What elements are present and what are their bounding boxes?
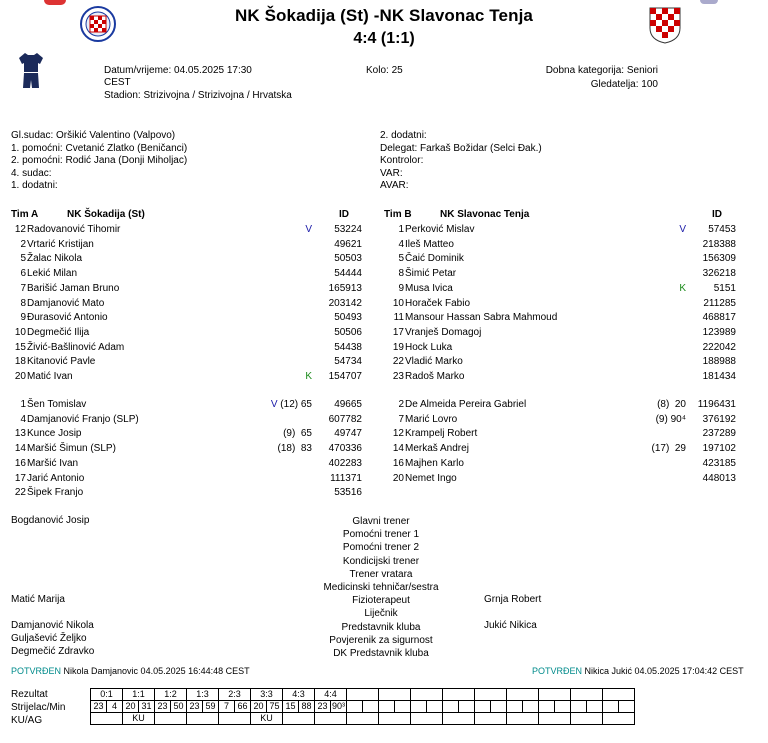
official-fourth: 4. sudac: — [11, 167, 52, 179]
team-a-starter-row — [0, 297, 362, 312]
team-b-starter-row — [378, 297, 736, 312]
result-label-score: Rezultat — [11, 689, 48, 700]
player-number: 7 — [20, 282, 26, 294]
result-minute-cell: 75 — [267, 701, 283, 713]
player-substitution: V (12) 65 — [270, 399, 312, 410]
player-number: 18 — [14, 356, 26, 368]
player-number: 11 — [393, 312, 404, 324]
confirm-left — [11, 666, 250, 676]
team-b-sub-row — [378, 442, 736, 457]
player-name: Marić Lovro — [405, 413, 458, 425]
result-score-cell — [539, 689, 571, 701]
staff-role-label: Liječnik — [364, 608, 398, 620]
staff-physio-b: Grnja Robert — [484, 594, 542, 605]
player-name: Horaček Fabio — [405, 297, 471, 309]
jersey-icon — [18, 52, 44, 92]
official-var: VAR: — [380, 167, 403, 179]
team-b-starter-row — [378, 282, 736, 297]
result-ku-cell — [603, 713, 635, 725]
result-score-cell — [507, 689, 539, 701]
result-score-cell: 1:1 — [123, 689, 155, 701]
match-round: Kolo: 25 — [366, 65, 403, 76]
player-name: Vrtarić Kristijan — [27, 238, 94, 250]
player-id: 188988 — [702, 356, 736, 368]
result-scorer-cell: 20 — [251, 701, 267, 713]
team-b-sub-row — [378, 472, 736, 487]
team-b-starter-row — [378, 252, 736, 267]
result-label-ku: KU/AG — [11, 715, 43, 726]
result-minute-cell: 59 — [203, 701, 219, 713]
player-id: 53516 — [334, 487, 362, 499]
player-name: Merkaš Andrej — [405, 443, 469, 455]
player-substitution: (18) 83 — [277, 443, 312, 455]
staff-dk-a: Degmečić Zdravko — [11, 646, 95, 657]
result-minute-cell — [523, 701, 539, 713]
result-scorer-cell — [347, 701, 363, 713]
staff-role-label: Fizioterapeut — [352, 595, 410, 607]
player-id: 222042 — [702, 341, 736, 353]
player-number: 12 — [14, 224, 26, 235]
official-additional-1: 1. dodatni: — [11, 180, 58, 191]
result-score-cell — [475, 689, 507, 701]
team-b-sub-row — [378, 398, 736, 413]
team-a-name: NK Šokadija (St) — [67, 209, 145, 220]
player-id: 49665 — [334, 399, 362, 410]
player-id: 326218 — [702, 268, 736, 280]
result-ku-row — [91, 713, 635, 725]
player-number: 19 — [392, 341, 404, 353]
player-name: Živić-Bašlinović Adam — [27, 341, 125, 353]
player-name: Čaić Dominik — [405, 253, 464, 265]
player-name: Maršić Šimun (SLP) — [27, 443, 116, 455]
player-id: 211285 — [703, 297, 736, 309]
confirm-right — [532, 666, 744, 676]
confirm-left-label: POTVRĐEN — [11, 666, 62, 676]
result-ku-cell — [283, 713, 315, 725]
confirm-left-text: Nikola Damjanovic 04.05.2025 16:44:48 CEST — [63, 666, 250, 676]
team-a-starter-row — [0, 311, 362, 326]
player-number: 15 — [14, 341, 26, 353]
captain-mark: K — [679, 282, 686, 294]
captain-mark: K — [305, 371, 312, 382]
player-id: 54444 — [334, 268, 362, 280]
result-ku-cell — [571, 713, 603, 725]
result-ku-cell — [219, 713, 251, 725]
team-b-starter-row — [378, 326, 736, 341]
player-name: Đurasović Antonio — [27, 312, 108, 324]
player-number: 8 — [20, 297, 26, 309]
staff-role-label: Pomoćni trener 2 — [342, 542, 420, 554]
result-scorer-cell — [379, 701, 395, 713]
official-main-referee: Gl.sudac: Oršikić Valentino (Valpovo) — [11, 130, 176, 141]
result-scorer-cell — [539, 701, 555, 713]
staff-rep-a: Damjanović Nikola — [11, 620, 94, 631]
result-scorer-cell: 23 — [91, 701, 107, 713]
result-score-cell: 4:4 — [315, 689, 347, 701]
player-id: 57453 — [708, 224, 736, 235]
result-ku-cell: KU — [251, 713, 283, 725]
player-id: 470336 — [328, 443, 362, 455]
team-a-starter-row — [0, 267, 362, 282]
officials-left — [11, 130, 187, 193]
result-score-cell: 3:3 — [251, 689, 283, 701]
team-a-sub-row — [0, 442, 362, 457]
staff-role-label: Trener vratara — [349, 568, 413, 580]
result-labels — [11, 688, 65, 727]
player-number: 5 — [20, 253, 26, 265]
player-name: Kitanović Pavle — [27, 356, 96, 368]
team-a-sub-row — [0, 457, 362, 472]
player-number: 20 — [14, 371, 26, 382]
result-scorer-cell: 15 — [283, 701, 299, 713]
officials-right — [380, 130, 542, 193]
player-name: Musa Ivica — [405, 282, 453, 294]
result-score-cell — [411, 689, 443, 701]
result-ku-cell — [315, 713, 347, 725]
team-a-sub-row — [0, 472, 362, 487]
match-category: Dobna kategorija: Seniori — [545, 65, 658, 76]
player-name: Lekić Milan — [27, 268, 78, 280]
player-number: 13 — [14, 428, 26, 440]
result-minute-cell: 66 — [235, 701, 251, 713]
staff-role-label: Medicinski tehničar/sestra — [323, 582, 439, 594]
team-b-starter-row — [378, 267, 736, 282]
player-number: 1 — [20, 399, 26, 410]
result-scorer-cell — [603, 701, 619, 713]
confirm-right-text: Nikica Jukić 04.05.2025 17:04:42 CEST — [584, 666, 744, 676]
result-scorer-cell — [443, 701, 459, 713]
result-minute-cell: 31 — [139, 701, 155, 713]
official-assistant-1: 1. pomoćni: Cvetanić Zlatko (Beničanci) — [11, 142, 188, 154]
team-a-starter-row — [0, 238, 362, 253]
player-name: Degmečić Ilija — [27, 326, 90, 338]
player-name: Majhen Karlo — [405, 457, 464, 469]
result-minute-cell — [555, 701, 571, 713]
result-scorer-row — [91, 701, 635, 713]
player-id: 156309 — [702, 253, 736, 265]
result-scorer-cell: 20 — [123, 701, 139, 713]
player-name: Žalac Nikola — [27, 253, 83, 265]
staff-security-a: Guljašević Željko — [11, 633, 87, 644]
player-name: Maršić Ivan — [27, 457, 79, 469]
result-scorer-cell: 7 — [219, 701, 235, 713]
team-a-starter-row — [0, 282, 362, 297]
match-score: 4:4 (1:1) — [353, 30, 415, 47]
result-score-cell — [603, 689, 635, 701]
team-a-sub-row — [0, 427, 362, 442]
player-name: De Almeida Pereira Gabriel — [405, 399, 527, 410]
match-stadium: Stadion: Strizivojna / Strizivojna / Hrvatska — [104, 90, 292, 101]
staff-role-label: Kondicijski trener — [342, 555, 420, 567]
team-b-sub-row — [378, 457, 736, 472]
player-name: Ileš Matteo — [405, 238, 454, 250]
team-b-id-header: ID — [712, 209, 722, 220]
player-number: 1 — [398, 224, 404, 235]
player-number: 20 — [392, 472, 404, 484]
official-controller: Kontrolor: — [380, 155, 424, 166]
staff-role-label: DK Predstavnik kluba — [333, 648, 429, 660]
result-scorer-cell — [411, 701, 427, 713]
player-number: 4 — [20, 413, 26, 425]
result-ku-cell — [155, 713, 187, 725]
result-score-row — [91, 689, 635, 701]
player-number: 16 — [392, 457, 404, 469]
player-name: Barišić Jaman Bruno — [27, 282, 120, 294]
result-score-cell — [347, 689, 379, 701]
team-b-label: Tim B — [384, 209, 412, 220]
team-b-name: NK Slavonac Tenja — [440, 209, 530, 220]
player-id: 50493 — [334, 312, 362, 324]
team-a-sub-row — [0, 413, 362, 428]
staff-head-coach-a: Bogdanović Josip — [11, 515, 90, 526]
official-delegate: Delegat: Farkaš Božidar (Selci Đak.) — [380, 142, 542, 154]
team-a-id-header: ID — [339, 209, 349, 220]
player-name: Matić Ivan — [27, 371, 73, 382]
staff-role-label: Povjerenik za sigurnost — [329, 634, 433, 646]
team-a-starter-row — [0, 326, 362, 341]
result-ku-cell — [187, 713, 219, 725]
result-minute-cell: 4 — [107, 701, 123, 713]
player-name: Radoš Marko — [405, 371, 465, 382]
result-scorer-cell — [507, 701, 523, 713]
result-ku-cell — [347, 713, 379, 725]
player-id: 123989 — [702, 326, 736, 338]
player-id: 50506 — [334, 326, 362, 338]
result-label-scorer: Strijelac/Min — [11, 702, 66, 713]
player-id: 448013 — [702, 472, 736, 484]
result-score-cell: 2:3 — [219, 689, 251, 701]
result-ku-cell: KU — [123, 713, 155, 725]
result-score-cell: 1:3 — [187, 689, 219, 701]
result-ku-cell — [411, 713, 443, 725]
match-title: NK Šokadija (St) -NK Slavonac Tenja — [235, 6, 533, 25]
team-b-starter-row — [378, 370, 736, 385]
team-a-starter-row — [0, 341, 362, 356]
player-id: 607782 — [328, 413, 362, 425]
top-left-cut-emblem — [44, 0, 66, 5]
player-number: 22 — [14, 487, 26, 499]
team-b-starter-row — [378, 341, 736, 356]
result-scorer-cell — [571, 701, 587, 713]
player-id: 402283 — [328, 457, 362, 469]
team-a-starter-row — [0, 223, 362, 238]
match-datetime: Datum/vrijeme: 04.05.2025 17:30 — [104, 65, 252, 76]
player-substitution: (9) 65 — [283, 428, 312, 440]
player-substitution: (17) 29 — [651, 443, 686, 455]
player-number: 9 — [20, 312, 26, 324]
player-id: 50503 — [334, 253, 362, 265]
player-number: 10 — [14, 326, 26, 338]
player-name: Vranješ Domagoj — [405, 326, 482, 338]
player-number: 23 — [392, 371, 404, 382]
official-additional-2: 2. dodatni: — [380, 130, 427, 141]
player-id: 376192 — [702, 413, 736, 425]
player-name: Damjanović Franjo (SLP) — [27, 413, 139, 425]
player-id: 111371 — [330, 472, 362, 484]
top-right-cut-emblem — [700, 0, 718, 4]
player-number: 14 — [392, 443, 404, 455]
player-id: 165913 — [328, 282, 362, 294]
result-scorer-cell — [475, 701, 491, 713]
player-number: 22 — [392, 356, 404, 368]
player-id: 54438 — [334, 341, 362, 353]
team-b-starter-row — [378, 238, 736, 253]
staff-role-label: Pomoćni trener 1 — [342, 529, 420, 541]
player-name: Radovanović Tihomir — [27, 224, 121, 235]
result-score-cell — [571, 689, 603, 701]
result-score-cell: 4:3 — [283, 689, 315, 701]
player-id: 423185 — [702, 457, 736, 469]
team-a-starter-row — [0, 252, 362, 267]
player-id: 197102 — [702, 443, 736, 455]
player-number: 5 — [398, 253, 404, 265]
player-name: Damjanović Mato — [27, 297, 105, 309]
result-minute-cell: 50 — [171, 701, 187, 713]
match-timezone: CEST — [104, 77, 131, 88]
player-number: 12 — [392, 428, 404, 440]
result-scorer-cell: 23 — [315, 701, 331, 713]
result-score-cell: 1:2 — [155, 689, 187, 701]
player-name: Šen Tomislav — [27, 399, 87, 410]
player-id: 154707 — [328, 371, 362, 382]
player-number: 2 — [398, 399, 404, 410]
player-id: 181434 — [702, 371, 736, 382]
player-id: 49747 — [334, 428, 362, 440]
player-number: 8 — [398, 268, 404, 280]
team-b-starter-row — [378, 223, 736, 238]
result-score-cell: 0:1 — [91, 689, 123, 701]
result-ku-cell — [91, 713, 123, 725]
player-number: 17 — [392, 326, 404, 338]
player-id: 1196431 — [697, 399, 736, 410]
player-name: Šipek Franjo — [27, 487, 84, 499]
player-name: Šimić Petar — [405, 268, 457, 280]
staff-role-label: Predstavnik kluba — [341, 621, 421, 633]
result-ku-cell — [539, 713, 571, 725]
result-minute-cell — [587, 701, 603, 713]
team-a-label: Tim A — [11, 209, 39, 220]
player-number: 14 — [14, 443, 26, 455]
match-attendance: Gledatelja: 100 — [590, 79, 658, 90]
player-id: 49621 — [334, 238, 362, 250]
team-a-sub-row — [0, 398, 362, 413]
result-score-cell — [379, 689, 411, 701]
result-table — [90, 688, 635, 725]
player-substitution: (8) 20 — [657, 399, 686, 410]
team-a-starter-row — [0, 370, 362, 385]
player-id: 53224 — [334, 224, 362, 235]
player-number: 7 — [398, 413, 404, 425]
result-ku-cell — [443, 713, 475, 725]
player-number: 4 — [398, 238, 404, 250]
player-name: Jarić Antonio — [27, 472, 85, 484]
goalkeeper-mark: V — [270, 399, 278, 410]
team-a-sub-row — [0, 486, 362, 501]
result-minute-cell: 88 — [299, 701, 315, 713]
result-minute-cell — [619, 701, 635, 713]
player-id: 203142 — [328, 297, 362, 309]
team-b-starter-row — [378, 355, 736, 370]
team-b-sub-row — [378, 427, 736, 442]
player-number: 2 — [20, 238, 26, 250]
player-number: 10 — [392, 297, 404, 309]
player-name: Nemet Ingo — [405, 472, 457, 484]
result-minute-cell — [491, 701, 507, 713]
official-assistant-2: 2. pomoćni: Rodić Jana (Donji Miholjac) — [11, 155, 188, 166]
player-name: Mansour Hassan Sabra Mahmoud — [405, 312, 558, 324]
goalkeeper-mark: V — [305, 224, 312, 235]
result-scorer-cell: 23 — [187, 701, 203, 713]
result-scorer-cell: 23 — [155, 701, 171, 713]
staff-role-label: Glavni trener — [352, 516, 410, 527]
player-number: 17 — [14, 472, 26, 484]
player-id: 54734 — [334, 356, 362, 368]
player-id: 237289 — [702, 428, 736, 440]
goalkeeper-mark: V — [679, 224, 686, 235]
player-substitution: (9) 90⁴ — [655, 413, 686, 425]
player-name: Vladić Marko — [405, 356, 463, 368]
result-minute-cell — [363, 701, 379, 713]
player-name: Perković Mislav — [405, 224, 475, 235]
player-name: Hock Luka — [405, 341, 453, 353]
player-number: 6 — [20, 268, 26, 280]
player-number: 9 — [398, 282, 404, 294]
team-b-starter-row — [378, 311, 736, 326]
result-minute-cell: 90³ — [332, 701, 346, 711]
result-minute-cell — [395, 701, 411, 713]
player-name: Krampelj Robert — [405, 428, 478, 440]
official-avar: AVAR: — [380, 180, 409, 191]
result-minute-cell — [459, 701, 475, 713]
team-a-starter-row — [0, 355, 362, 370]
player-id: 468817 — [702, 312, 736, 324]
staff-roles — [300, 515, 462, 660]
result-ku-cell — [475, 713, 507, 725]
staff-rep-b: Jukić Nikica — [484, 620, 537, 631]
result-minute-cell — [427, 701, 443, 713]
team-b-sub-row — [378, 413, 736, 428]
result-ku-cell — [379, 713, 411, 725]
staff-physio-a: Matić Marija — [11, 594, 65, 605]
player-number: 16 — [14, 457, 26, 469]
result-ku-cell — [507, 713, 539, 725]
player-id: 218388 — [702, 238, 736, 250]
result-score-cell — [443, 689, 475, 701]
player-id: 5151 — [713, 282, 736, 294]
confirm-right-label: POTVRĐEN — [532, 666, 583, 676]
player-name: Kunce Josip — [27, 428, 82, 440]
